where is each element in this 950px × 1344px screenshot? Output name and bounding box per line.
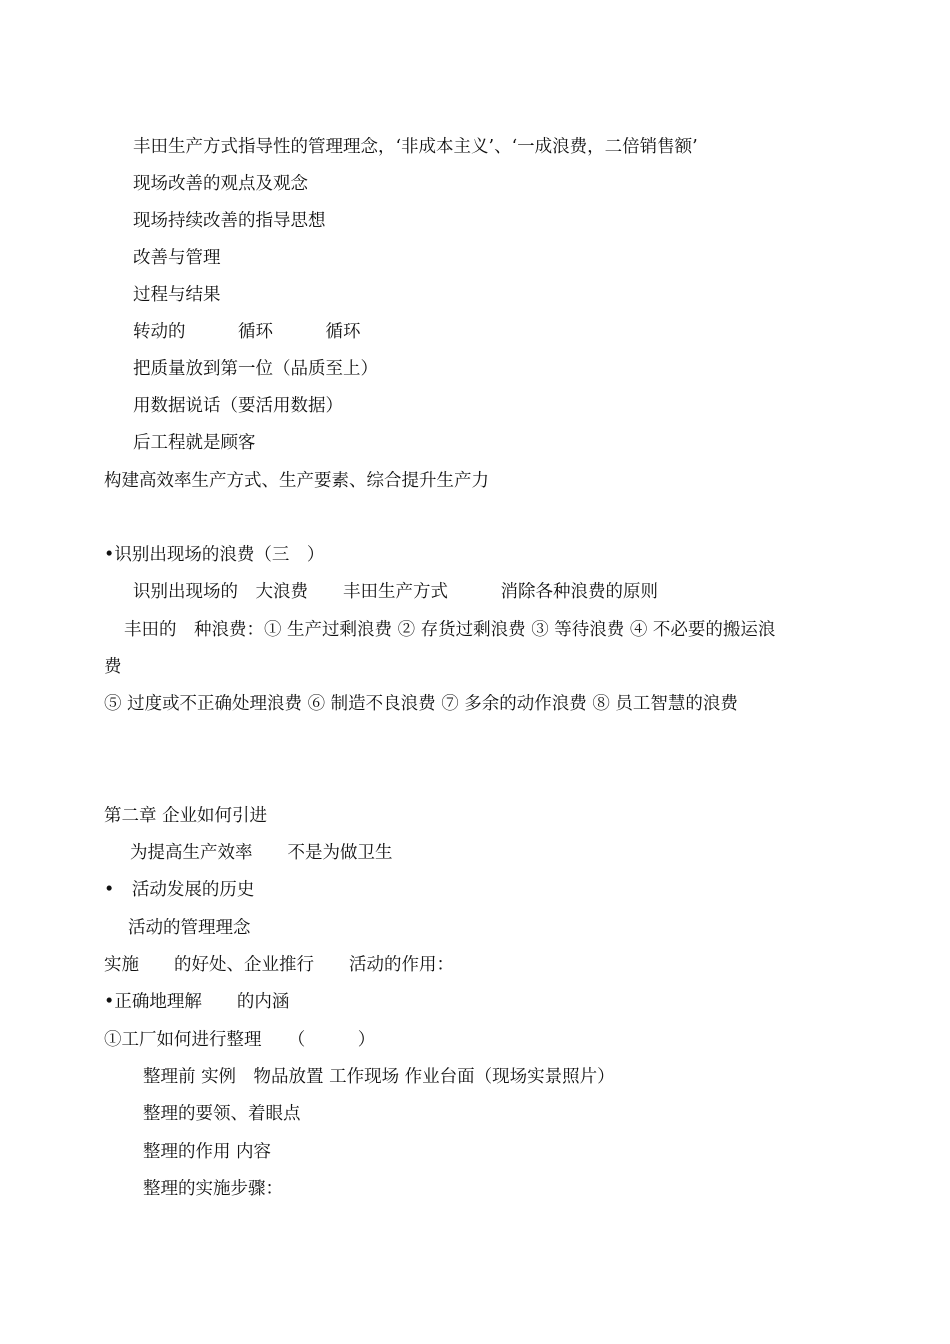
text-line-productivity: 构建高效率生产方式、生产要素、综合提升生产力 bbox=[104, 471, 489, 491]
text-line-toyota-wastes-cont: 费 bbox=[104, 657, 122, 677]
text-line-benefits: 实施 的好处、企业推行 活动的作用： bbox=[104, 955, 454, 975]
text-line-history: • 活动发展的历史 bbox=[104, 880, 255, 900]
text-line-wastes-list: ⑤ 过度或不正确处理浪费 ⑥ 制造不良浪费 ⑦ 多余的动作浪费 ⑧ 员工智慧的浪费 bbox=[104, 694, 738, 714]
text-line-toyota-philosophy: 丰田生产方式指导性的管理理念，‘非成本主义’、‘一成浪费，二倍销售额’ bbox=[133, 137, 698, 157]
text-line-efficiency: 为提高生产效率 不是为做卫生 bbox=[130, 843, 393, 863]
text-line-sorting-function: 整理的作用 内容 bbox=[143, 1142, 272, 1162]
text-line-next-process-customer: 后工程就是顾客 bbox=[133, 433, 256, 453]
chapter-heading: 第二章 企业如何引进 bbox=[104, 806, 268, 826]
text-line-improvement-management: 改善与管理 bbox=[133, 248, 221, 268]
text-line-understand: •正确地理解 的内涵 bbox=[104, 992, 290, 1012]
text-line-management-concept: 活动的管理理念 bbox=[128, 918, 251, 938]
text-line-sorting-heading: ①工厂如何进行整理 （ ） bbox=[104, 1030, 376, 1050]
text-line-before-sorting: 整理前 实例 物品放置 工作现场 作业台面（现场实景照片） bbox=[143, 1067, 615, 1087]
text-line-sorting-essentials: 整理的要领、着眼点 bbox=[143, 1104, 301, 1124]
text-line-data-talk: 用数据说话（要活用数据） bbox=[133, 396, 343, 416]
text-line-process-result: 过程与结果 bbox=[133, 285, 221, 305]
text-line-continuous-improvement: 现场持续改善的指导思想 bbox=[133, 211, 326, 231]
text-line-sorting-steps: 整理的实施步骤： bbox=[143, 1179, 283, 1199]
text-line-toyota-wastes: 丰田的 种浪费：① 生产过剩浪费 ② 存货过剩浪费 ③ 等待浪费 ④ 不必要的搬运浪 bbox=[124, 620, 776, 640]
text-line-identify-waste: 识别出现场的 大浪费 丰田生产方式 消除各种浪费的原则 bbox=[133, 582, 658, 602]
text-line-improvement-viewpoint: 现场改善的观点及观念 bbox=[133, 174, 308, 194]
text-line-quality-first: 把质量放到第一位（品质至上） bbox=[133, 359, 378, 379]
text-line-cycle: 转动的 循环 循环 bbox=[133, 322, 361, 342]
text-line-identify-waste-heading: •识别出现场的浪费（三 ） bbox=[104, 545, 325, 565]
